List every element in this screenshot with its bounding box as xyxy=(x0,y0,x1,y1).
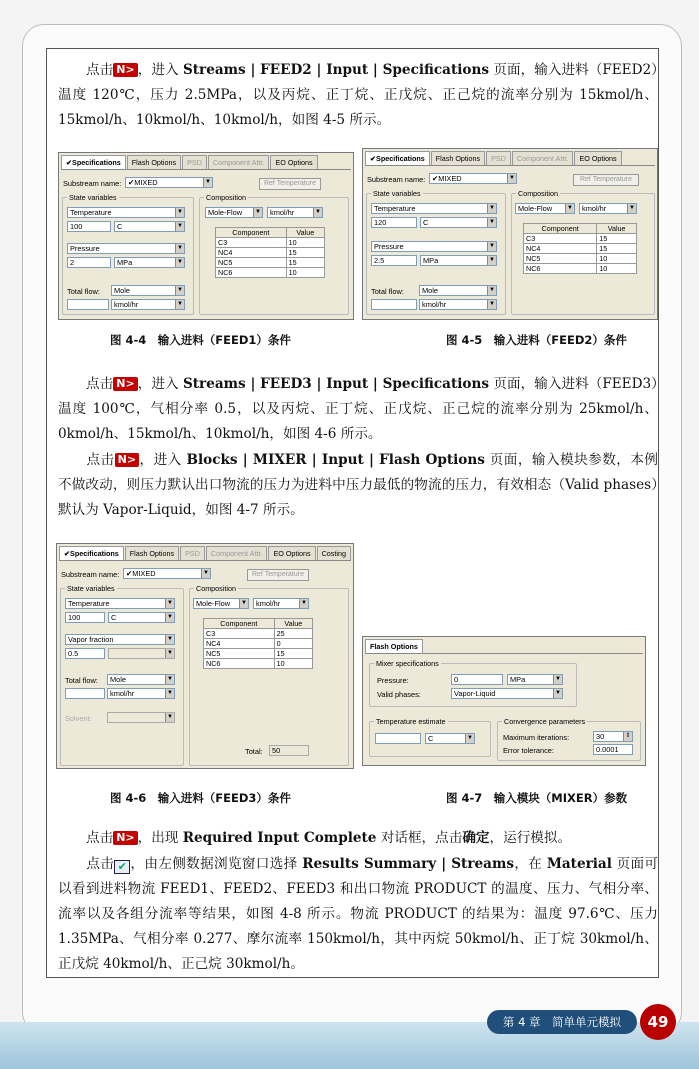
temperature-unit[interactable]: C ▼ xyxy=(114,221,185,232)
composition-group: Composition xyxy=(199,197,349,315)
vapor-fraction-select[interactable]: Vapor fraction ▼ xyxy=(65,634,175,645)
ref-temperature-button[interactable]: Ref Temperature xyxy=(247,569,309,581)
substream-label: Substream name: xyxy=(63,179,122,188)
temperature-estimate-unit[interactable]: C ▼ xyxy=(425,733,475,744)
mixer-flash-dialog xyxy=(362,636,646,766)
vapor-fraction-input[interactable]: 0.5 xyxy=(65,648,105,659)
tab-specifications[interactable]: ✔Specifications xyxy=(59,546,124,560)
tab-costing[interactable]: Costing xyxy=(317,546,351,560)
state-variables-group: State variables xyxy=(366,193,506,315)
max-iterations-input[interactable]: 30 ⇕ xyxy=(593,731,633,742)
max-iterations-label: Maximum iterations: xyxy=(503,733,570,742)
chapter-badge: 第 4 章 简单单元模拟 xyxy=(487,1010,637,1034)
composition-table: Component Value C3 25 NC4 0 NC5 15 NC6 10 xyxy=(203,618,313,669)
temperature-input[interactable]: 120 xyxy=(371,217,417,228)
composition-table: Component Value C3 10 NC4 15 NC5 15 NC6 10 xyxy=(215,227,325,278)
tab-flash-options[interactable]: Flash Options xyxy=(125,546,179,560)
pressure-input[interactable]: 2 xyxy=(67,257,111,268)
next-key-icon: N> xyxy=(113,377,137,391)
total-label: Total: xyxy=(245,747,263,756)
next-key-icon: N> xyxy=(113,63,137,77)
paragraph-feed2: 点击 N> ，进入 Streams | FEED2 | Input | Specifications 页面，输入进料（FEED2）温度 120℃，压力 2.5MPa，以及丙烷、正丁烷、正戊烷、正己烷的流率分别为 15kmol/h、15kmol/h、10kmol/h、10kmol/h，如图 4-5 所示。 xyxy=(58,62,658,128)
paragraph-feed3: 点击 N> ，进入 Streams | FEED3 | Input | Specifications 页面，输入进料（FEED3）温度 100℃，气相分率 0.5，以及丙烷、正丁烷、正戊烷、正己烷的流率分别为 25kmol/h、0kmol/h、15kmol/h、10kmol/h，如图 4-6 所示。 xyxy=(58,376,658,442)
table-row[interactable]: NC5 15 xyxy=(204,649,313,659)
tab-flash-options[interactable]: Flash Options xyxy=(431,151,485,165)
temperature-unit[interactable]: C ▼ xyxy=(108,612,175,623)
tab-eo-options[interactable]: EO Options xyxy=(270,155,317,169)
figure-caption-4-6: 图 4-6 输入进料（FEED3）条件 xyxy=(110,791,291,805)
figure-caption-4-5: 图 4-5 输入进料（FEED2）条件 xyxy=(446,333,627,347)
ref-temperature-button[interactable]: Ref Temperature xyxy=(259,178,321,190)
table-row[interactable]: NC6 10 xyxy=(524,264,637,274)
temperature-select[interactable]: Temperature ▼ xyxy=(371,203,497,214)
next-key-icon: N> xyxy=(113,831,137,845)
table-row[interactable]: NC4 0 xyxy=(204,639,313,649)
total-flow-input[interactable] xyxy=(65,688,105,699)
tab-psd[interactable]: PSD xyxy=(180,546,205,560)
total-flow-label: Total flow: xyxy=(65,676,98,685)
total-flow-label: Total flow: xyxy=(67,287,100,296)
total-flow-unit[interactable]: kmol/hr ▼ xyxy=(419,299,497,310)
composition-basis[interactable]: Mole-Flow ▼ xyxy=(205,207,263,218)
next-key-icon: N> xyxy=(115,453,139,467)
tab-flash-options[interactable]: Flash Options xyxy=(365,639,423,653)
composition-group: Composition xyxy=(511,193,655,315)
table-row[interactable]: C3 10 xyxy=(216,238,325,248)
table-row[interactable]: NC6 10 xyxy=(216,268,325,278)
pressure-select[interactable]: Pressure ▼ xyxy=(67,243,185,254)
page-number: 49 xyxy=(640,1004,676,1040)
composition-unit[interactable]: kmol/hr ▼ xyxy=(579,203,637,214)
pressure-unit[interactable]: MPa ▼ xyxy=(114,257,185,268)
error-tolerance-label: Error tolerance: xyxy=(503,746,554,755)
composition-unit[interactable]: kmol/hr ▼ xyxy=(253,598,309,609)
total-flow-input[interactable] xyxy=(371,299,417,310)
composition-basis[interactable]: Mole-Flow ▼ xyxy=(515,203,575,214)
temperature-unit[interactable]: C ▼ xyxy=(420,217,497,228)
paragraph-results: 点击 ✔ ，由左侧数据浏览窗口选择 Results Summary | Streams，在 Material 页面可以看到进料物流 FEED1、FEED2、FEED3 和出口物流 PRODUCT 的温度、压力、气相分率、流率以及各组分流率等结果，如图 4-8 所示。物流 PRODUCT 的结果为：温度 97.6℃、压力 1.35MPa、气相分率 0.277、摩尔流率 150kmol/h，其中丙烷 50kmol/h、正丁烷 30kmol/h、正戊烷 40kmol/h、正己烷 30kmol/h。 xyxy=(58,856,659,972)
pressure-label: Pressure: xyxy=(377,676,409,685)
convergence-parameters-group: Convergence parameters xyxy=(497,721,641,761)
table-row[interactable]: NC4 15 xyxy=(524,244,637,254)
substream-select[interactable]: ✔MIXED ▼ xyxy=(125,177,213,188)
solvent-label: Solvent: xyxy=(65,714,92,723)
vapor-fraction-unit[interactable]: ▼ xyxy=(108,648,175,659)
valid-phases-label: Valid phases: xyxy=(377,690,421,699)
temperature-select[interactable]: Temperature ▼ xyxy=(65,598,175,609)
total-flow-basis[interactable]: Mole ▼ xyxy=(111,285,185,296)
feed3-spec-dialog xyxy=(56,543,354,769)
figure-caption-4-4: 图 4-4 输入进料（FEED1）条件 xyxy=(110,333,291,347)
pressure-unit[interactable]: MPa ▼ xyxy=(420,255,497,266)
pressure-select[interactable]: Pressure ▼ xyxy=(371,241,497,252)
tab-specifications[interactable]: ✔Specifications xyxy=(365,151,430,165)
feed1-spec-dialog xyxy=(58,152,354,320)
composition-table: Component Value C3 15 NC4 15 NC5 10 NC6 10 xyxy=(523,223,637,274)
composition-unit[interactable]: kmol/hr ▼ xyxy=(267,207,323,218)
substream-select[interactable]: ✔MIXED ▼ xyxy=(429,173,517,184)
ref-temperature-button[interactable]: Ref Temperature xyxy=(573,174,639,186)
paragraph-run: 点击 N> ，出现 Required Input Complete 对话框，点击确定，运行模拟。 xyxy=(86,830,572,846)
figure-caption-4-7: 图 4-7 输入模块（MIXER）参数 xyxy=(446,791,628,805)
tab-component-attr[interactable]: Component Attr. xyxy=(208,155,270,169)
total-flow-label: Total flow: xyxy=(371,287,404,296)
temperature-estimate-group: Temperature estimate xyxy=(369,721,491,757)
tab-flash-options[interactable]: Flash Options xyxy=(127,155,181,169)
pressure-input[interactable]: 2.5 xyxy=(371,255,417,266)
tab-eo-options[interactable]: EO Options xyxy=(268,546,315,560)
feed2-spec-dialog xyxy=(362,148,658,320)
total-flow-input[interactable] xyxy=(67,299,109,310)
valid-phases-select[interactable]: Vapor-Liquid ▼ xyxy=(451,688,563,699)
total-flow-unit[interactable]: kmol/hr ▼ xyxy=(107,688,175,699)
total-value: 50 xyxy=(269,745,309,756)
tab-psd[interactable]: PSD xyxy=(486,151,511,165)
solvent-select[interactable]: ▼ xyxy=(107,712,175,723)
pressure-input[interactable]: 0 xyxy=(451,674,503,685)
temperature-input[interactable]: 100 xyxy=(65,612,105,623)
tab-psd[interactable]: PSD xyxy=(182,155,207,169)
substream-label: Substream name: xyxy=(61,570,120,579)
composition-group: Composition xyxy=(189,588,349,766)
tab-component-attr[interactable]: Component Attr. xyxy=(206,546,268,560)
mixer-specifications-group: Mixer specifications xyxy=(369,663,577,707)
total-flow-basis[interactable]: Mole ▼ xyxy=(419,285,497,296)
table-row[interactable]: NC5 10 xyxy=(524,254,637,264)
table-row[interactable]: C3 15 xyxy=(524,234,637,244)
total-flow-unit[interactable]: kmol/hr ▼ xyxy=(111,299,185,310)
paragraph-mixer: 点击 N> ，进入 Blocks | MIXER | Input | Flash Options 页面，输入模块参数，本例不做改动，则压力默认出口物流的压力为进料中压力最低的物流的压力，有效相态（Valid phases）默认为 Vapor-Liquid，如图 4-7 所示。 xyxy=(58,452,659,518)
substream-label: Substream name: xyxy=(367,175,426,184)
temperature-select[interactable]: Temperature ▼ xyxy=(67,207,185,218)
pressure-unit[interactable]: MPa ▼ xyxy=(507,674,563,685)
table-row[interactable]: C3 25 xyxy=(204,629,313,639)
table-row[interactable]: NC4 15 xyxy=(216,248,325,258)
tab-component-attr[interactable]: Component Attr. xyxy=(512,151,574,165)
composition-basis[interactable]: Mole-Flow ▼ xyxy=(193,598,249,609)
state-variables-group: State variables xyxy=(62,197,194,315)
error-tolerance-input[interactable]: 0.0001 xyxy=(593,744,633,755)
temperature-input[interactable]: 100 xyxy=(67,221,111,232)
substream-select[interactable]: ✔MIXED ▼ xyxy=(123,568,211,579)
state-variables-group: State variables xyxy=(60,588,184,766)
table-row[interactable]: NC5 15 xyxy=(216,258,325,268)
total-flow-basis[interactable]: Mole ▼ xyxy=(107,674,175,685)
tab-specifications[interactable]: ✔Specifications xyxy=(61,155,126,169)
results-check-icon: ✔ xyxy=(114,860,130,874)
tab-eo-options[interactable]: EO Options xyxy=(574,151,621,165)
table-row[interactable]: NC6 10 xyxy=(204,659,313,669)
temperature-estimate-input[interactable] xyxy=(375,733,421,744)
